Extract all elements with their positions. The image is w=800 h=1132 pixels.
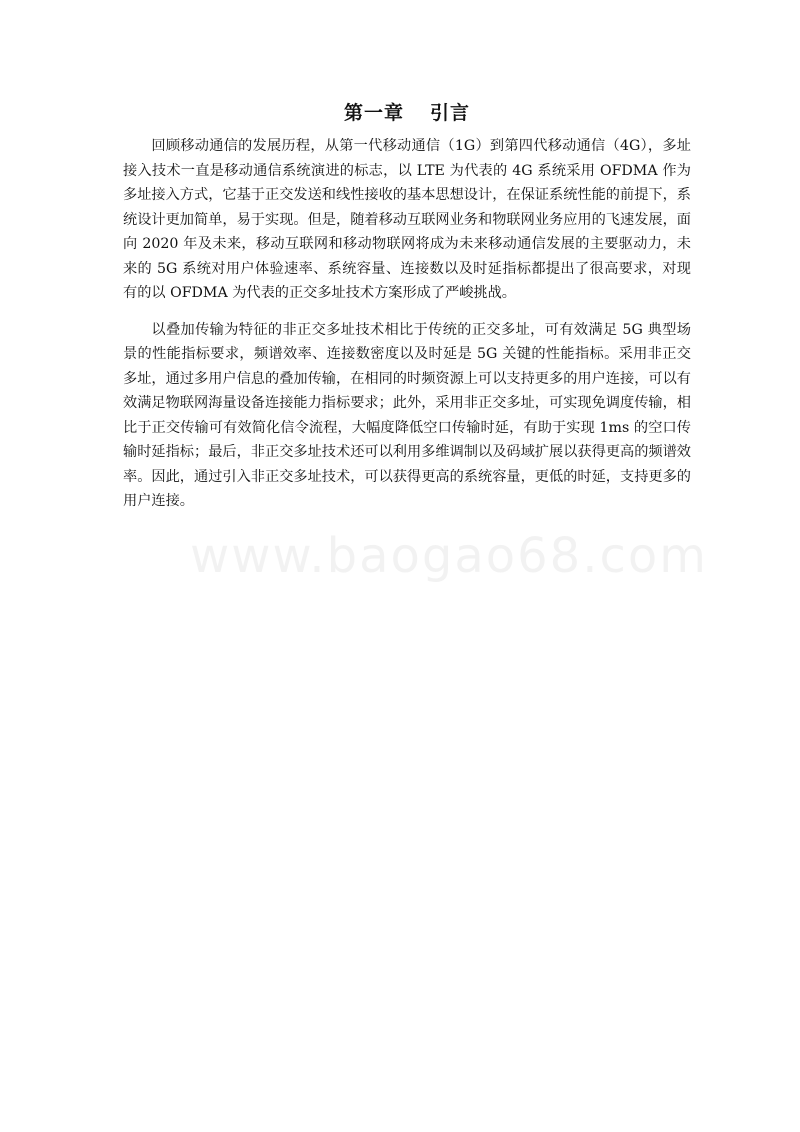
chapter-number: 第一章 — [343, 102, 404, 124]
paragraph-1: 回顾移动通信的发展历程，从第一代移动通信（1G）到第四代移动通信（4G），多址接入技术一直是移动通信系统演进的标志，以 LTE 为代表的 4G 系统采用 OFDMA 作为多址接入方式，它基于正交发送和线性接收的基本思想设计，在保证系统性能的前提下，系统设计更加简单，易于实现。但是，随着移动互联网业务和物联网业务应用的飞速发展，面向 2020 年及未来，移动互联网和移动物联网将成为未来移动通信发展的主要驱动力，未来的 5G 系统对用户体验速率、系统容量、连接数以及时延指标都提出了很高要求，对现有的以 OFDMA 为代表的正交多址技术方案形成了严峻挑战。 — [123, 138, 691, 301]
chapter-title: 引言 — [430, 102, 471, 124]
watermark-text: www.baogao68.com — [190, 528, 708, 584]
paragraph-2: 以叠加传输为特征的非正交多址技术相比于传统的正交多址，可有效满足 5G 典型场景的性能指标要求，频谱效率、连接数密度以及时延是 5G 关键的性能指标。采用非正交多址，通过多用户信息的叠加传输，在相同的时频资源上可以支持更多的用户连接，可以有效满足物联网海量设备连接能力指标要求；此外，采用非正交多址，可实现免调度传输，相比于正交传输可有效简化信令流程，大幅度降低空口传输时延，有助于实现 1ms 的空口传输时延指标；最后，非正交多址技术还可以利用多维调制以及码域扩展以获得更高的频谱效率。因此，通过引入非正交多址技术，可以获得更高的系统容量，更低的时延，支持更多的用户连接。 — [123, 321, 691, 509]
document-body — [123, 98, 691, 514]
chapter-heading — [123, 98, 691, 128]
